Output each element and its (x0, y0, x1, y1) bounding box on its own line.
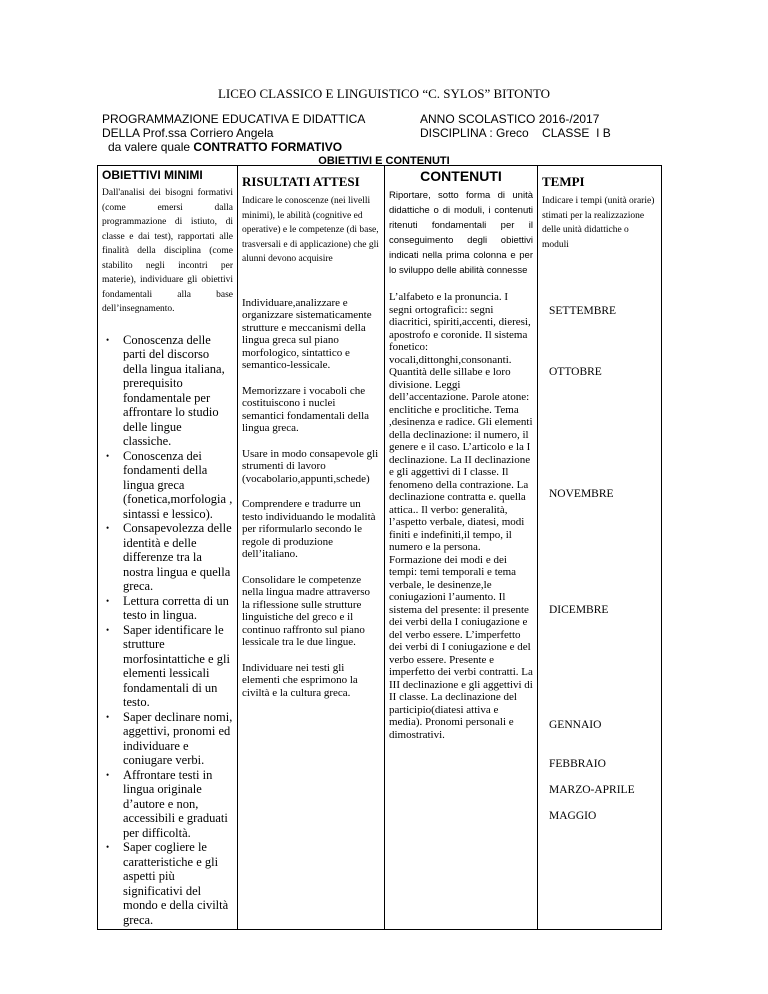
discipline-class: DISCIPLINA : Greco CLASSE I B (420, 126, 611, 140)
obiettivi-list (102, 333, 233, 928)
contratto-prefix: da valere quale (108, 140, 194, 154)
obiettivi-description: Dall'analisi dei bisogni formativi (come emersi dalla programmazione di istiuto, di classe e dai test), rapportati alle finalità della disciplina (come stabilito negli incontri per materie), individuare gli obiettivi fondamentali alla base dell’insegnamento. (102, 188, 233, 314)
month-febbraio: FEBBRAIO (549, 758, 606, 770)
objectives-table (97, 165, 662, 930)
obiettivi-heading: OBIETTIVI MINIMI (102, 168, 203, 182)
month-maggio: MAGGIO (549, 810, 597, 822)
month-ottobre: OTTOBRE (549, 366, 602, 378)
contenuti-description: Riportare, sotto forma di unità didattiche o di moduli, i contenuti ritenuti fondamentali per il conseguimento degli obiettivi indicati nella prima colonna e per lo sviluppo delle abilità connesse (389, 190, 533, 276)
month-dicembre: DICEMBRE (549, 604, 609, 616)
month-gennaio: GENNAIO (549, 719, 602, 731)
list-item: • Saper identificare le strutture morfosintattiche e gli elementi lessicali fondamentali di un testo. (123, 623, 233, 710)
risultato-item: Usare in modo consapevole gli strumenti di lavoro (vocabolario,appunti,schede) (242, 447, 379, 485)
obiettivi-cell (98, 166, 238, 930)
risultati-heading: RISULTATI ATTESI (242, 174, 360, 189)
tempi-cell (538, 166, 662, 930)
list-item: • Lettura corretta di un testo in lingua. (123, 594, 233, 623)
list-item: • Affrontare testi in lingua originale d’autore e non, accessibili e graduati per difficoltà. (123, 768, 233, 841)
table-row (98, 166, 662, 930)
risultato-item: Consolidare le competenze nella lingua madre attraverso la riflessione sulle strutture linguistiche del greco e il continuo raffronto sul piano lessicale tra le due lingue. (242, 573, 370, 648)
risultato-item: Memorizzare i vocaboli che costituiscono i nuclei semantici fondamentali della lingua greca. (242, 384, 370, 434)
contenuti-text: L’alfabeto e la pronuncia. I segni ortografici:: segni diacritici, spiriti,accenti, dieresi, apostrofo e coronide. Il sistema fonetico: vocali,dittonghi,consonanti. Quantità delle sillabe e loro divisione. Leggi dell’accentazione. Parole atone: enclitiche e proclitiche. Tema ,desinenza e radice. Gli elementi della declinazione: il numero, il genere e il caso. L’articolo e la I declinazione. La II declinazione e gli aggettivi di I classe. Il fenomeno della contrazione. La declinazione contratta e. quella attica.. Il verbo: generalità, l’aspetto verbale, diatesi, modi finiti e indefiniti,il tempo, il numero e la persona. Formazione dei modi e dei tempi: temi temporali e tema verbale, le desinenze,le coniugazioni l’aumento. Il sistema del presente: il presente dei verbi della I coniugazione e del verbo essere. L’imperfetto dei verbi di I coniugazione e del verbo essere. Presente e imperfetto dei verbi contratti. La III declinazione e gli aggettivi di II classe. La declinazione del participio(diatesi attiva e media). Pronomi personali e dimostrativi. (389, 291, 533, 741)
tempi-heading: TEMPI (542, 174, 585, 189)
list-item: • Saper declinare nomi, aggettivi, pronomi ed individuare e coniugare verbi. (123, 710, 233, 768)
risultato-item: Comprendere e tradurre un testo individuando le modalità per riformularlo secondo le regole di produzione dell’italiano. (242, 498, 376, 560)
tempi-description: Indicare i tempi (unità orarie) stimati per la realizzazione delle unità didattiche o moduli (542, 196, 655, 250)
contratto-bold: CONTRATTO FORMATIVO (193, 140, 343, 154)
risultati-cell (238, 166, 385, 930)
school-year: ANNO SCOLASTICO 2016-/2017 (420, 112, 600, 126)
contenuti-cell (385, 166, 538, 930)
header-right (420, 112, 611, 140)
list-item: • Conoscenza dei fondamenti della lingua greca (fonetica,morfologia , sintassi e lessico). (123, 449, 233, 522)
month-novembre: NOVEMBRE (549, 488, 614, 500)
contratto-line (102, 140, 365, 154)
programmazione-line: PROGRAMMAZIONE EDUCATIVA E DIDATTICA (102, 112, 366, 126)
teacher-line: DELLA Prof.ssa Corriero Angela (102, 126, 274, 140)
risultati-description: Indicare le conoscenze (nei livelli minimi), le abilità (cognitive ed operative) e le competenze (di base, trasversali e di applicazione) che gli alunni devono acquisire (242, 196, 379, 264)
school-title: LICEO CLASSICO E LINGUISTICO “C. SYLOS” BITONTO (217, 86, 551, 101)
header-left (102, 112, 365, 154)
list-item: • Conoscenza delle parti del discorso della lingua italiana, prerequisito fondamentale per affrontare lo studio delle lingue classiche. (123, 333, 233, 449)
contenuti-heading: CONTENUTI (420, 168, 502, 184)
section-title: OBIETTIVI E CONTENUTI (318, 155, 450, 167)
month-settembre: SETTEMBRE (549, 305, 617, 317)
risultato-item: Individuare nei testi gli elementi che esprimono la civiltà e la cultura greca. (242, 661, 358, 699)
list-item: • Saper cogliere le caratteristiche e gli aspetti più significativi del mondo e della civiltà greca. (123, 840, 233, 927)
risultato-item: Individuare,analizzare e organizzare sistematicamente strutture e meccanismi della lingua greca sul piano morfologico, sintattico e semantico-lessicale. (242, 296, 372, 371)
month-marzo-aprile: MARZO-APRILE (549, 784, 635, 796)
list-item: • Consapevolezza delle identità e delle differenze tra la nostra lingua e quella greca. (123, 521, 233, 594)
